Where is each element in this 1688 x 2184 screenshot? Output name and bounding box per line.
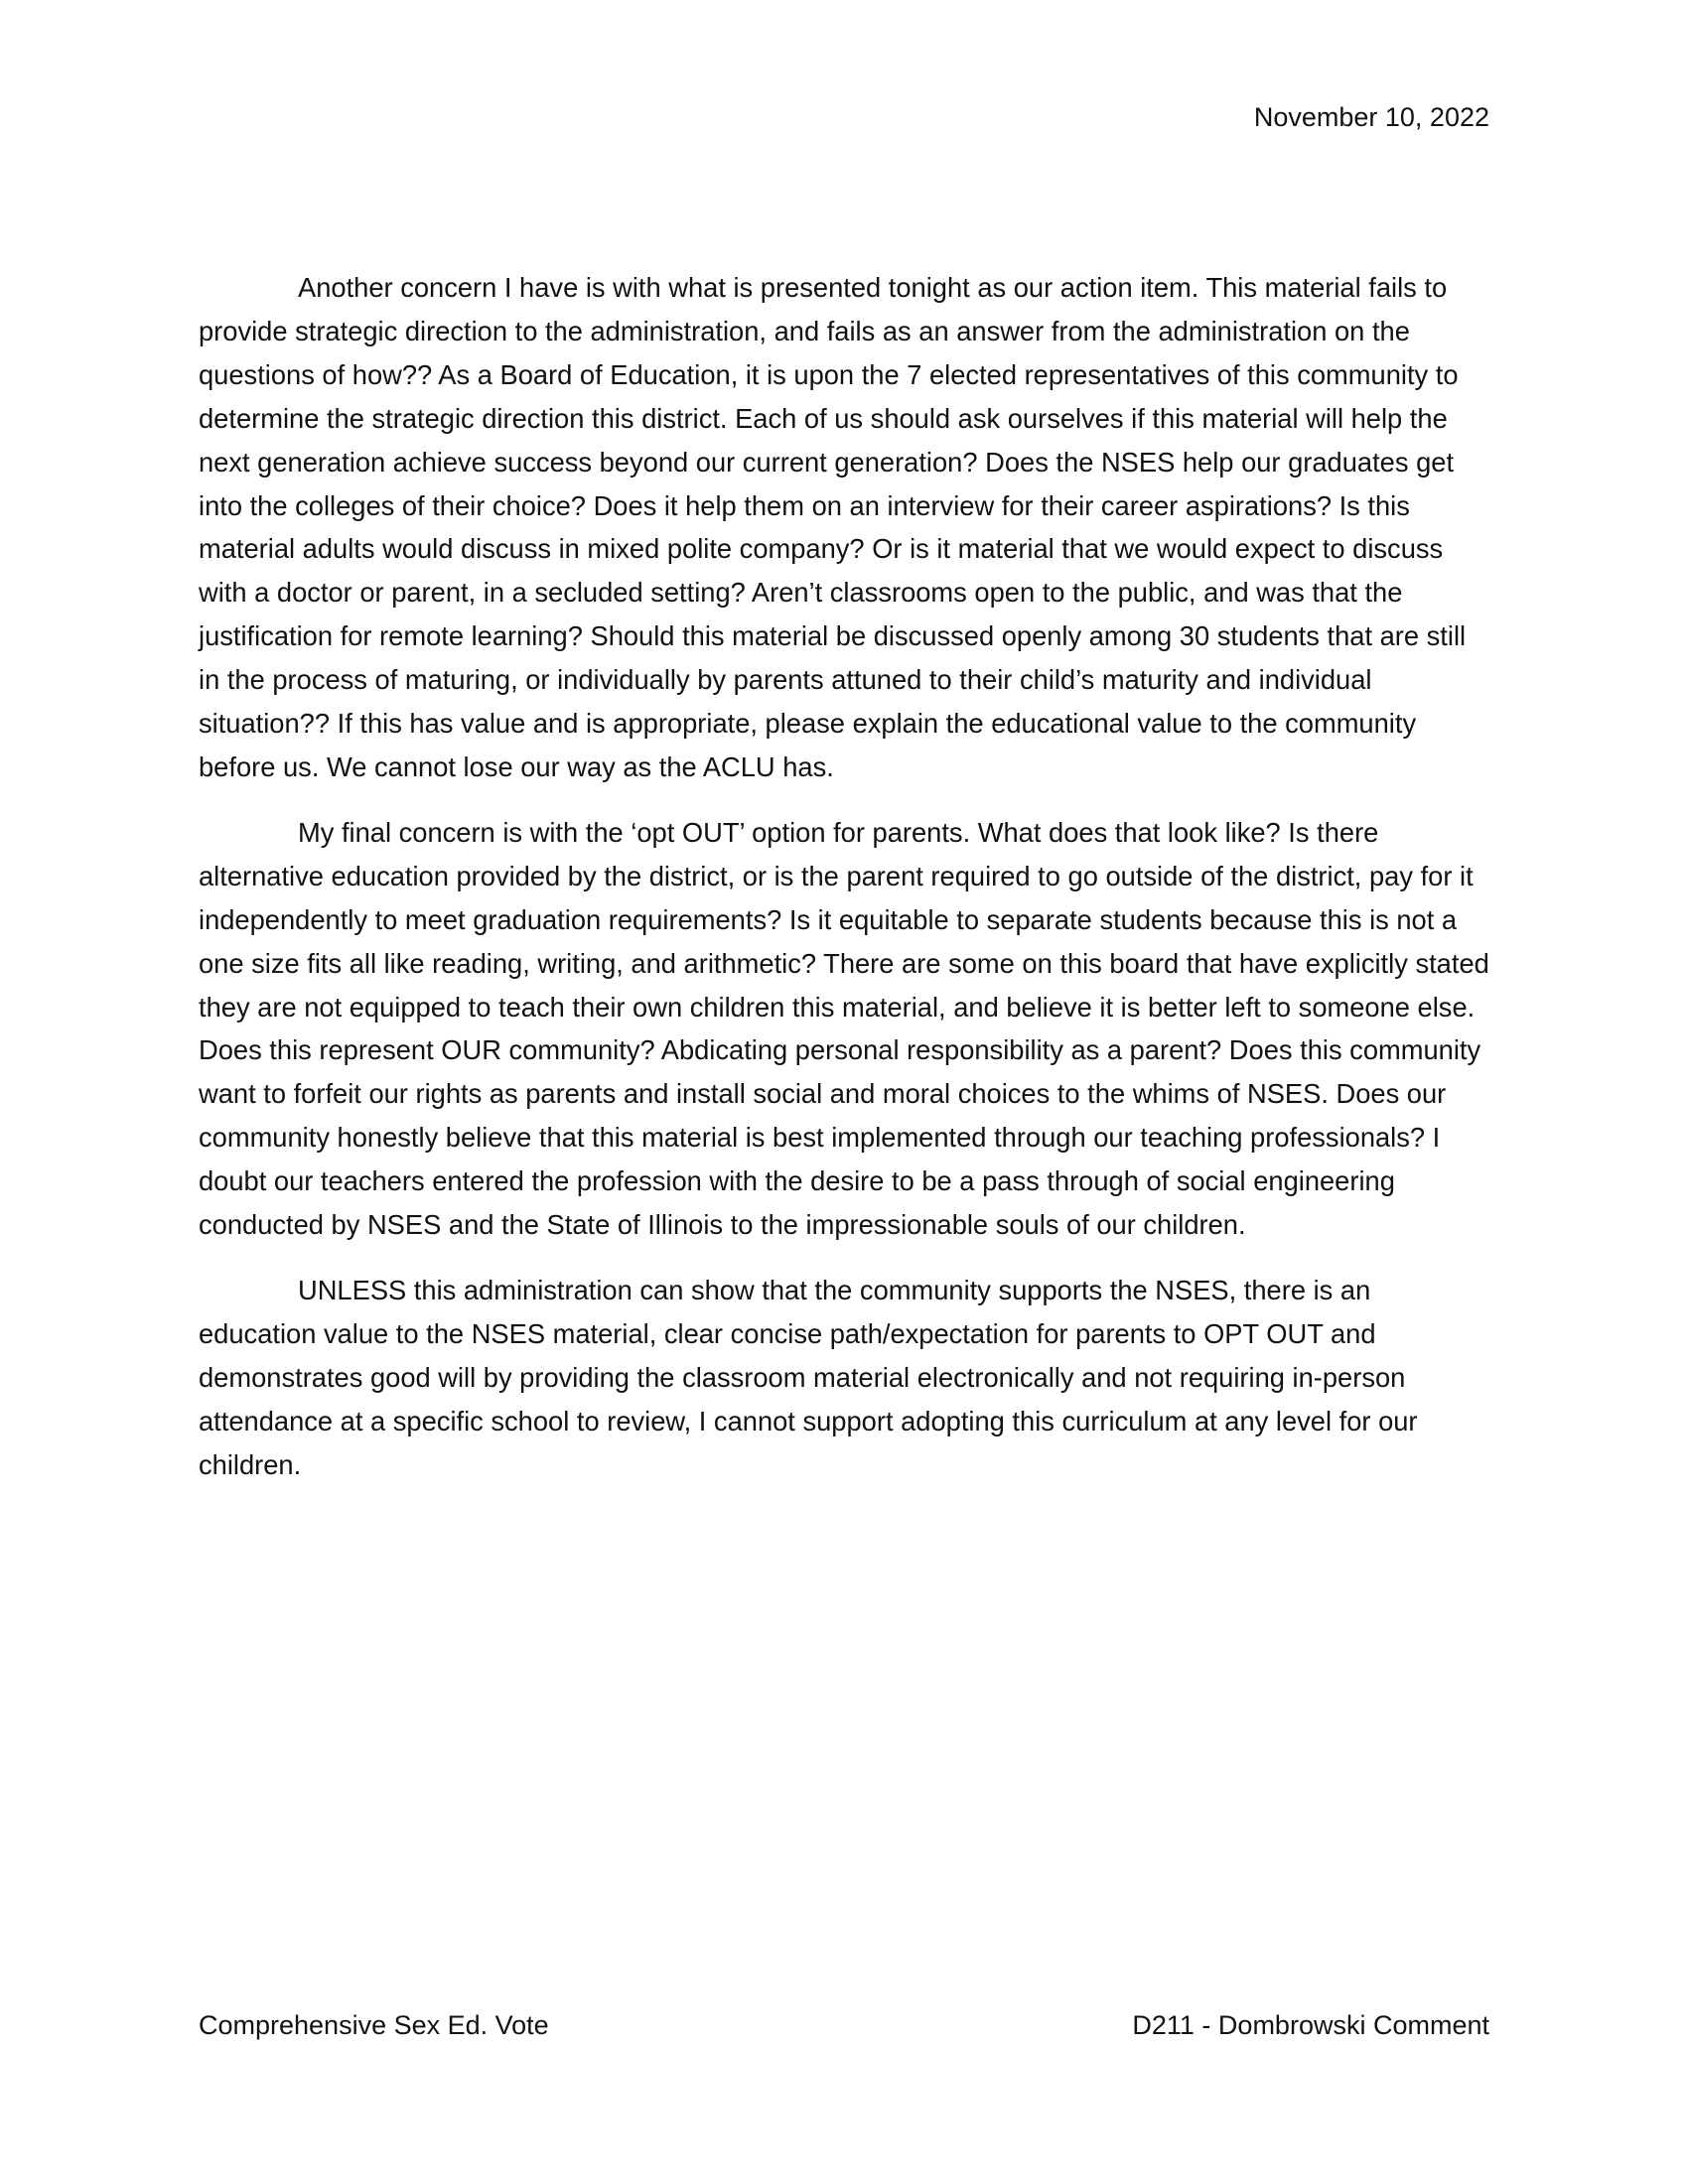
- document-body: [199, 266, 1489, 1508]
- paragraph-opt-out-concern: My final concern is with the ‘opt OUT’ option for parents. What does that look like? Is there alternative education provided by the district, or is the parent required to go outside of the district, pay for it independently to meet graduation requirements? Is it equitable to separate students because this is not a one size fits all like reading, writing, and arithmetic? There are some on this board that have explicitly stated they are not equipped to teach their own children this material, and believe it is better left to someone else. Does this represent OUR community? Abdicating personal responsibility as a parent? Does this community want to forfeit our rights as parents and install social and moral choices to the whims of NSES. Does our community honestly believe that this material is best implemented through our teaching professionals? I doubt our teachers entered the profession with the desire to be a pass through of social engineering conducted by NSES and the State of Illinois to the impressionable souls of our children.: [199, 816, 1489, 1241]
- document-footer: [199, 2007, 1489, 2043]
- paragraph-action-item-concern: Another concern I have is with what is presented tonight as our action item. This material fails to provide strategic direction to the administration, and fails as an answer from the administration on the questions of how?? As a Board of Education, it is upon the 7 elected representatives of this community to determine the strategic direction this district. Each of us should ask ourselves if this material will help the next generation achieve success beyond our current generation? Does the NSES help our graduates get into the colleges of their choice? Does it help them on an interview for their career aspirations? Is this material adults would discuss in mixed polite company? Or is it material that we would expect to discuss with a doctor or parent, in a secluded setting? Aren’t classrooms open to the public, and was that the justification for remote learning? Should this material be discussed openly among 30 students that are still in the process of maturing, or individually by parents attuned to their child’s maturity and individual situation?? If this has value and is appropriate, please explain the educational value to the community before us. We cannot lose our way as the ACLU has.: [199, 272, 1467, 782]
- footer-left-text: Comprehensive Sex Ed. Vote: [199, 2010, 549, 2040]
- paragraph-conclusion: UNLESS this administration can show that the community supports the NSES, there is an education value to the NSES material, clear concise path/expectation for parents to OPT OUT and demonstrates good will by providing the classroom material electronically and not requiring in-person attendance at a specific school to review, I cannot support adopting this curriculum at any level for our children.: [199, 1274, 1418, 1480]
- document-date: November 10, 2022: [1253, 102, 1489, 132]
- footer-right-text: D211 - Dombrowski Comment: [1132, 2010, 1489, 2040]
